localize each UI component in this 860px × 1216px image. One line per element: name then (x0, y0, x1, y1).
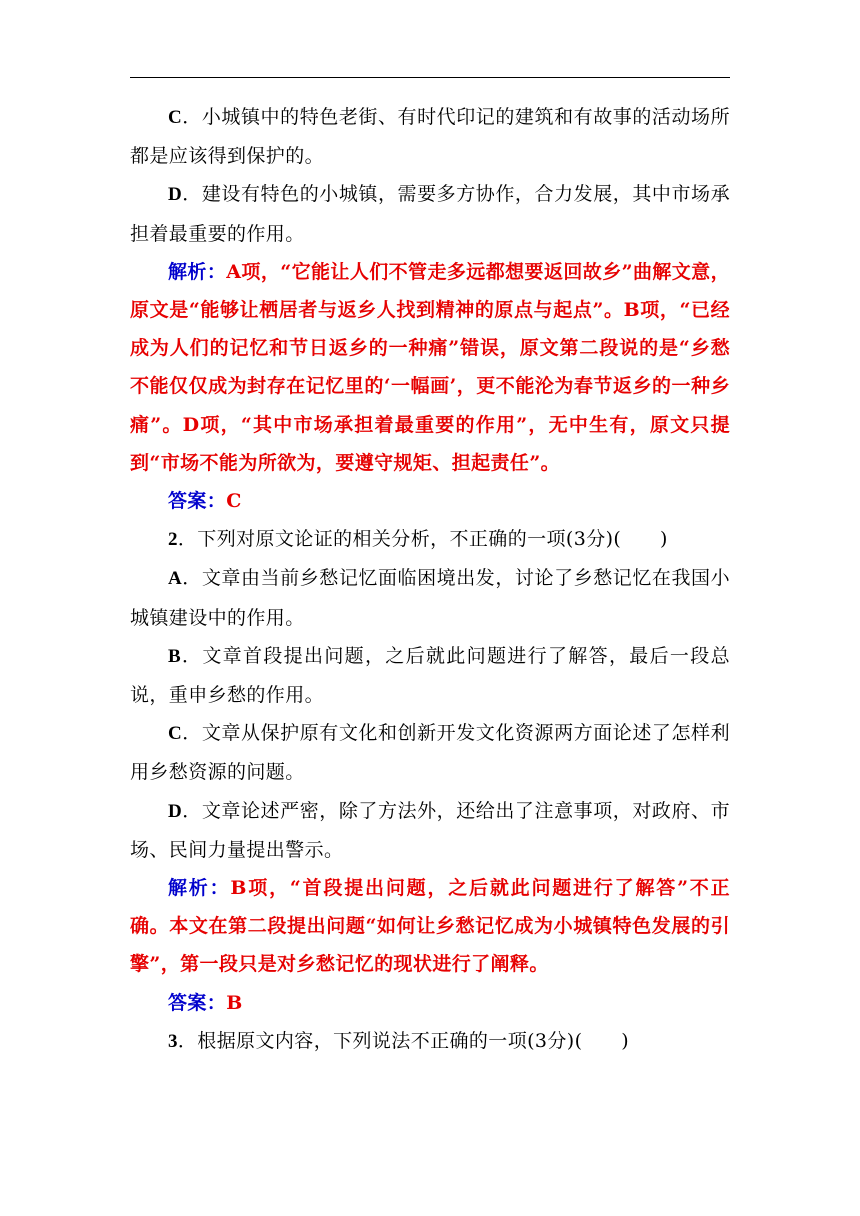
analysis-label: 解析： (168, 260, 227, 283)
option-text: ．文章由当前乡愁记忆面临困境出发，讨论了乡愁记忆在我国小城镇建设中的作用。 (130, 567, 730, 629)
question-text: ．根据原文内容，下列说法不正确的一项(3分)( ) (177, 1029, 630, 1052)
question-number: 3 (168, 1030, 178, 1052)
answer-label: 答案： (168, 991, 227, 1014)
answer-label: 答案： (168, 490, 227, 513)
option-letter: A (168, 568, 183, 590)
q1-option-c (130, 98, 730, 175)
question-number: 2 (168, 529, 178, 551)
option-letter: B (168, 645, 182, 667)
q1-answer (130, 482, 730, 520)
analysis-label: 解析： (168, 877, 231, 900)
analysis-text: B项，“首段提出问题，之后就此问题进行了解答”不正确。本文在第二段提出问题“如何让乡愁记忆成为小城镇特色发展的引擎”，第一段只是对乡愁记忆的现状进行了阐释。 (130, 877, 731, 976)
q2-option-c (130, 714, 730, 791)
answer-value: C (226, 490, 242, 513)
q2-stem (130, 520, 730, 559)
option-text: ．文章从保护原有文化和创新开发文化资源两方面论述了怎样利用乡愁资源的问题。 (130, 722, 730, 784)
q2-answer (130, 984, 730, 1022)
analysis-text: A项，“它能让人们不管走多远都想要返回故乡”曲解文意，原文是“能够让栖居者与返乡人找到精神的原点与起点”。B项，“已经成为人们的记忆和节日返乡的一种痛”错误，原文第二段说的是“乡愁不能仅仅成为封存在记忆里的‘一幅画’，更不能沦为春节返乡的一种乡痛”。D项，“其中市场承担着最重要的作用”，无中生有，原文只提到“市场不能为所欲为，要遵守规矩、担起责任”。 (130, 260, 731, 474)
q3-stem (130, 1022, 730, 1061)
q2-analysis (130, 869, 730, 984)
question-content (130, 98, 730, 1061)
q2-option-a (130, 559, 730, 636)
option-letter: D (168, 184, 183, 206)
option-letter: C (168, 723, 183, 745)
option-letter: D (168, 800, 183, 822)
q1-option-d (130, 175, 730, 252)
q2-option-b (130, 637, 730, 714)
header-rule (130, 77, 730, 78)
q1-analysis (130, 253, 730, 482)
question-text: ．下列对原文论证的相关分析，不正确的一项(3分)( ) (177, 528, 668, 551)
q2-option-d (130, 792, 730, 869)
option-text: ．文章论述严密，除了方法外，还给出了注意事项，对政府、市场、民间力量提出警示。 (130, 799, 730, 861)
option-text: ．文章首段提出问题，之后就此问题进行了解答，最后一段总说，重申乡愁的作用。 (130, 644, 730, 707)
option-text: ．小城镇中的特色老街、有时代印记的建筑和有故事的活动场所都是应该得到保护的。 (130, 106, 730, 168)
answer-value: B (226, 991, 243, 1014)
option-letter: C (168, 107, 183, 128)
option-text: ．建设有特色的小城镇，需要多方协作，合力发展，其中市场承担着最重要的作用。 (130, 183, 730, 245)
